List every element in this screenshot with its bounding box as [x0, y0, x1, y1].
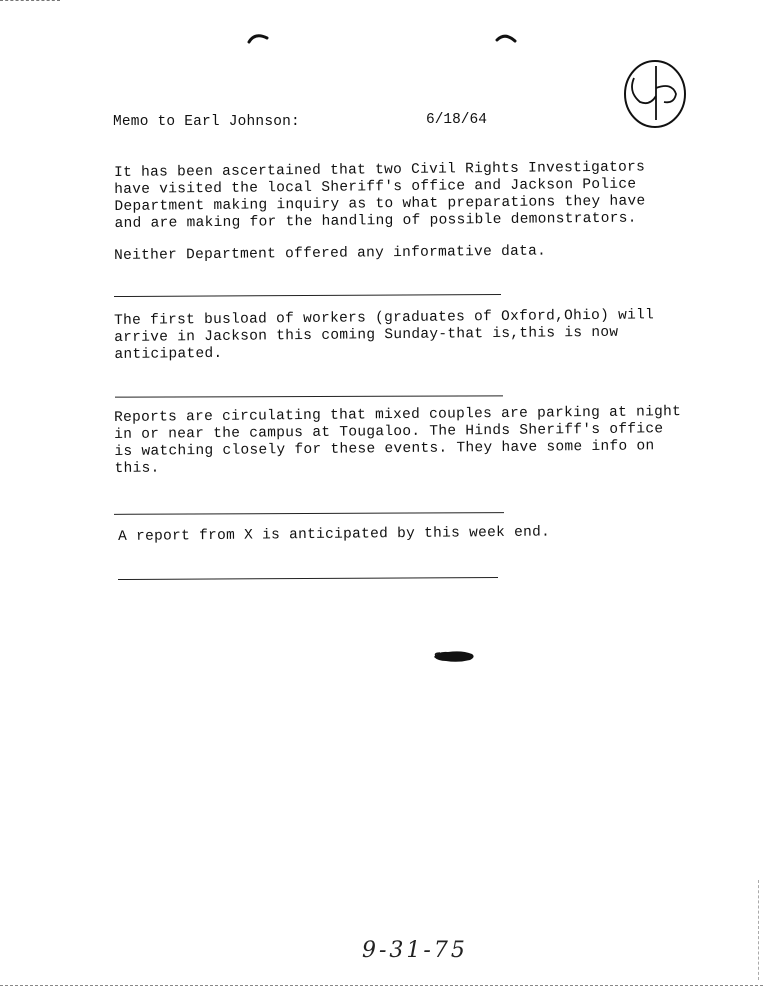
circled-letter-mark-icon — [620, 58, 690, 130]
memo-recipient: Memo to Earl Johnson: — [113, 114, 300, 130]
paragraph-investigators: It has been ascertained that two Civil Rights Investigators have visited the local Sheriff's office and Jackson Police Department making inquiry as to what preparations they have and are making for the handling of possible demonstrators. — [114, 159, 646, 232]
paragraph-report-from-x: A report from X is anticipated by this week end. — [118, 524, 551, 545]
hole-punch-mark-icon — [495, 30, 517, 44]
scan-edge-top — [0, 0, 60, 4]
handwritten-page-number: 9-31-75 — [362, 938, 468, 963]
paragraph-busload: The first busload of workers (graduates of Oxford,Ohio) will arrive in Jackson this coming Sunday-that is,this is now anticipated. — [114, 307, 655, 363]
paragraph-tougaloo-reports: Reports are circulating that mixed couples are parking at night in or near the campus at Tougaloo. The Hinds Sheriff's office is watching closely for these events. They have some info on this. — [114, 404, 682, 477]
scan-edge-bottom — [0, 985, 763, 986]
scan-edge-right — [758, 880, 759, 980]
divider-line — [118, 577, 498, 580]
divider-line — [114, 294, 501, 297]
hole-punch-mark-icon — [247, 30, 269, 44]
ink-blot-icon — [432, 648, 476, 664]
paragraph-department-response: Neither Department offered any informative data. — [114, 243, 547, 264]
divider-line — [114, 512, 504, 515]
divider-line — [115, 395, 503, 397]
memo-date: 6/18/64 — [426, 112, 487, 128]
